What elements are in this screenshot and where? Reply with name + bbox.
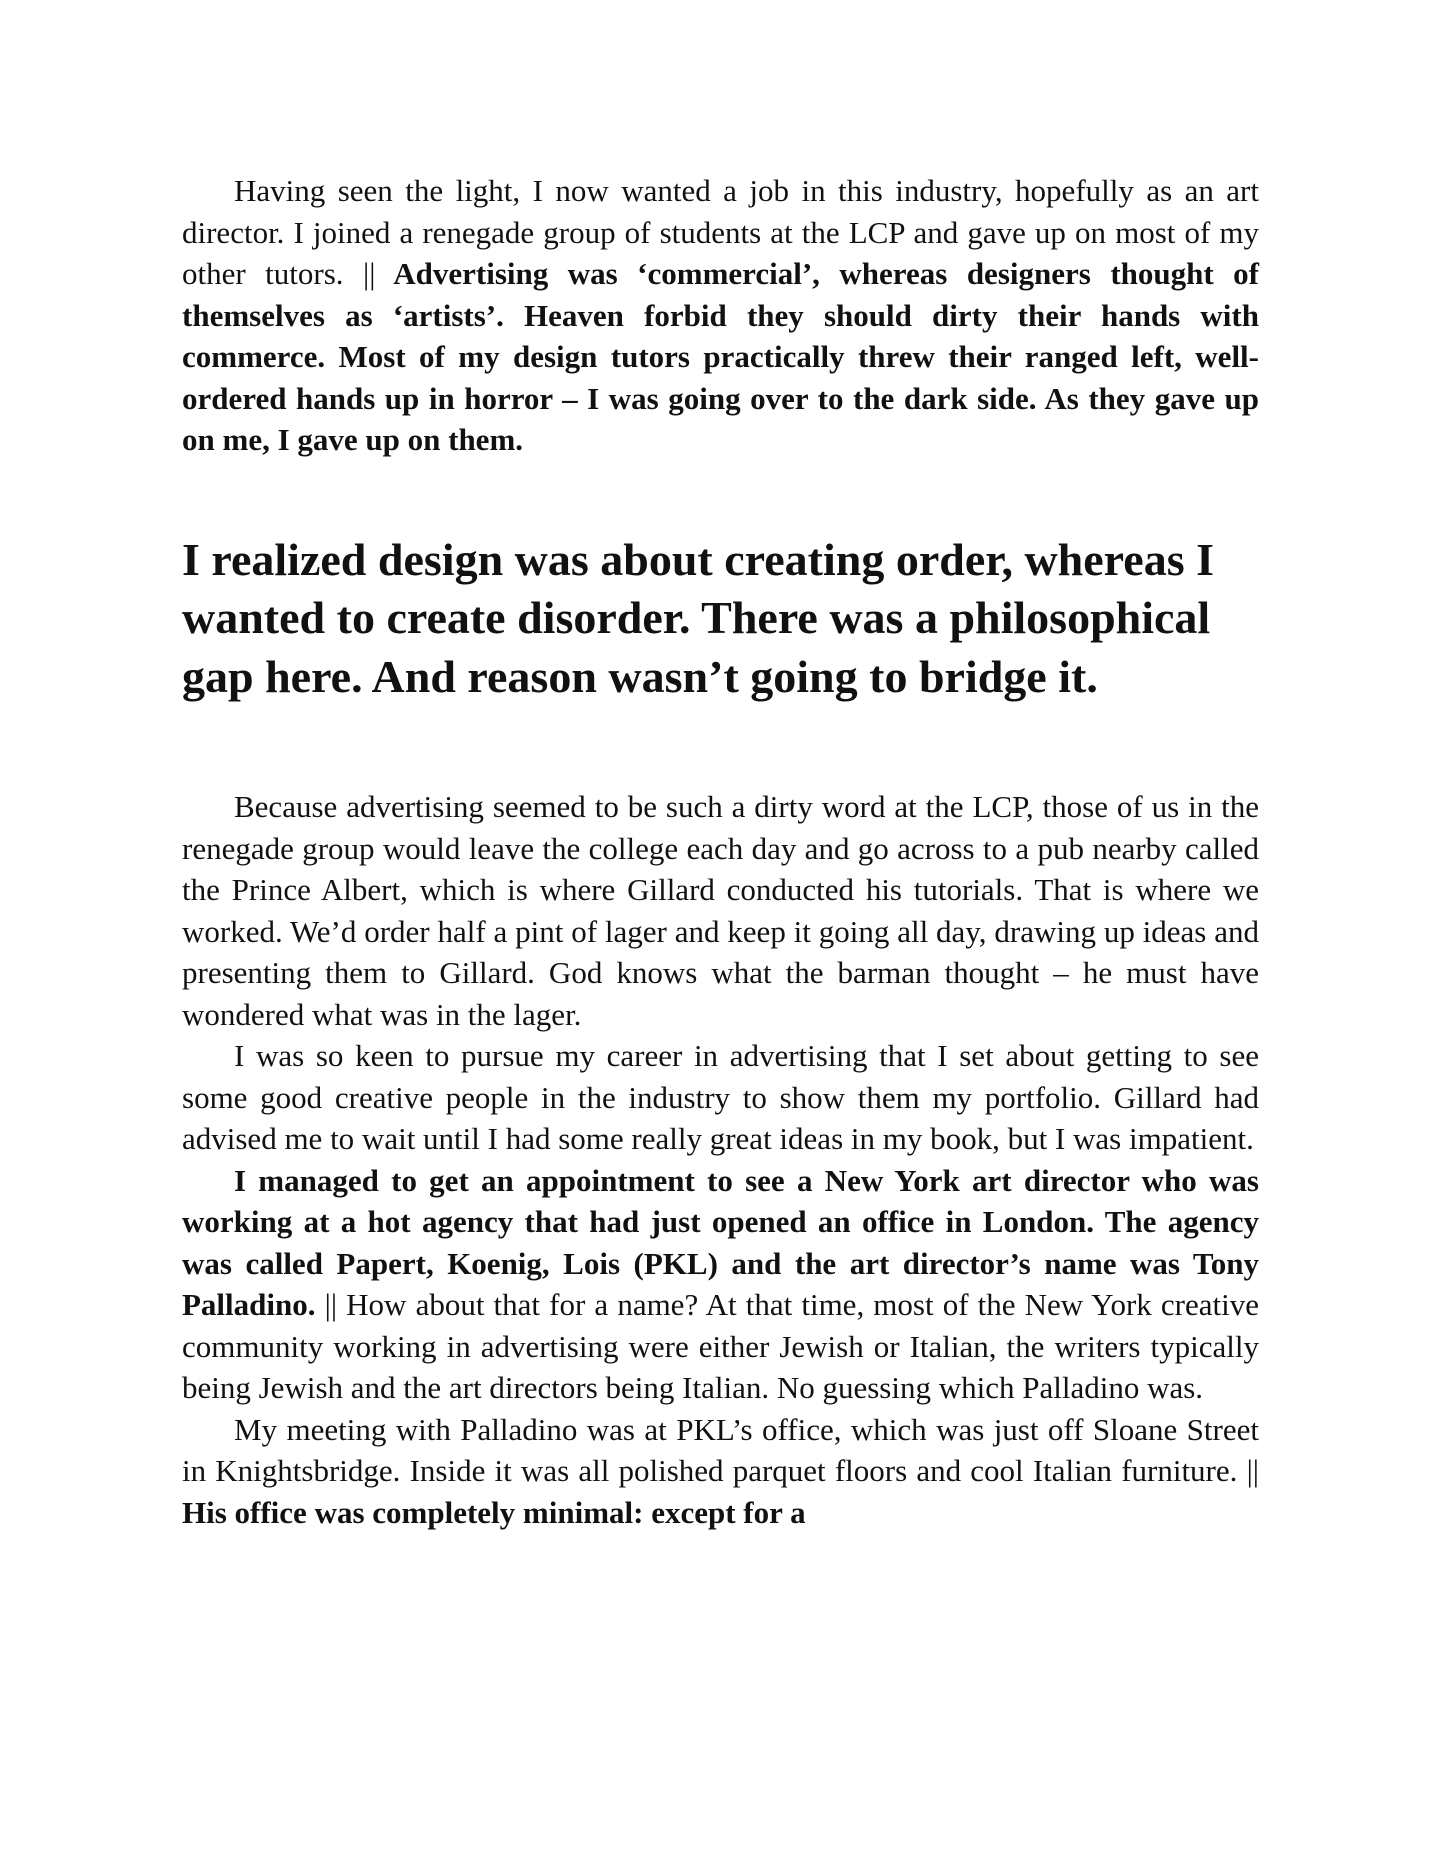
paragraph-1-bold: Advertising was ‘commercial’, whereas designers thought of themselves as ‘artists’. Heaven forbid they should dirty their hands with commerce. Most of my design tutors practically threw their ranged left, well-ordered hands up in horror – I was going over to the dark side. As they gave up on me, I gave up on them.: [182, 256, 1259, 457]
paragraph-5-bold: His office was completely minimal: except for a: [182, 1494, 806, 1530]
section-separator: ||: [315, 1287, 347, 1322]
paragraph-1: [182, 170, 1259, 461]
paragraph-5-plain: My meeting with Palladino was at PKL’s office, which was just off Sloane Street in Knightsbridge. Inside it was all polished parquet floors and cool Italian furniture.: [182, 1411, 1259, 1488]
paragraph-4: [182, 1160, 1259, 1409]
paragraph-4-bold: I managed to get an appointment to see a New York art director who was working at a hot agency that had just opened an office in London. The agency was called Papert, Koenig, Lois (PKL) and the art director’s name was Tony Palladino.: [182, 1162, 1259, 1322]
paragraph-1-plain: Having seen the light, I now wanted a job in this industry, hopefully as an art director. I joined a renegade group of students at the LCP and gave up on most of my other tutors.: [182, 173, 1259, 291]
section-separator: ||: [1246, 1453, 1259, 1488]
page-body: [182, 170, 1259, 1533]
paragraph-2: Because advertising seemed to be such a dirty word at the LCP, those of us in the renegade group would leave the college each day and go across to a pub nearby called the Prince Albert, which is where Gillard conducted his tutorials. That is where we worked. We’d order half a pint of lager and keep it going all day, drawing up ideas and presenting them to Gillard. God knows what the barman thought – he must have wondered what was in the lager.: [182, 789, 1259, 1032]
paragraph-5: [182, 1409, 1259, 1534]
pull-quote: I realized design was about creating order, whereas I wanted to create disorder. There was a philosophical gap here. And reason wasn’t going to bridge it.: [182, 533, 1214, 702]
paragraph-4-plain: How about that for a name? At that time, most of the New York creative community working in advertising were either Jewish or Italian, the writers typically being Jewish and the art directors being Italian. No guessing which Palladino was.: [182, 1287, 1259, 1405]
section-separator: ||: [363, 256, 376, 291]
paragraph-3: I was so keen to pursue my career in advertising that I set about getting to see some good creative people in the industry to show them my portfolio. Gillard had advised me to wait until I had some really great ideas in my book, but I was impatient.: [182, 1038, 1259, 1156]
